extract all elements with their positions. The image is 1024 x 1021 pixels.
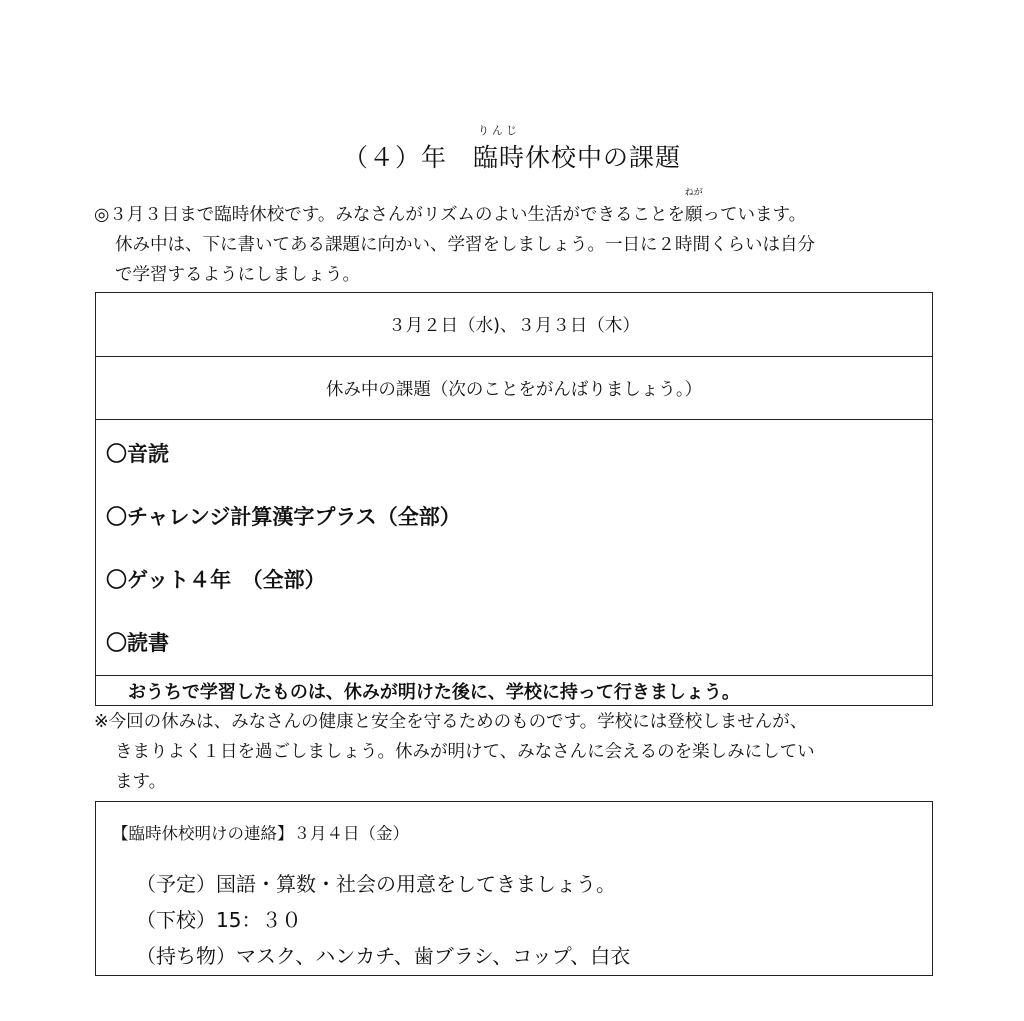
task-item: 〇音読 <box>106 442 169 466</box>
contact-item: （下校）15：３０ <box>136 908 302 932</box>
schedule-dates: ３月２日（水)、３月３日（木） <box>388 316 640 336</box>
task-list <box>96 420 932 676</box>
title-area <box>0 124 1024 174</box>
intro-line-1 <box>94 188 964 230</box>
note-line-3: ます。 <box>115 772 167 792</box>
schedule-heading: 休み中の課題（次のことをがんばりましょう。） <box>325 379 703 400</box>
title-prefix: （４）年 <box>342 143 473 172</box>
intro-line-1-after: っています。 <box>702 205 807 225</box>
intro-ruby-base: 願 <box>685 205 703 225</box>
contact-item: （予定）国語・算数・社会の用意をしてきましょう。 <box>136 872 616 896</box>
title-ruby-reading: りんじ <box>477 124 520 137</box>
bring-note: おうちで学習したものは、休みが明けた後に、学校に持って行きましょう。 <box>128 682 740 703</box>
bring-note-row <box>96 676 932 706</box>
intro-line-3: で学習するようにしましょう。 <box>115 265 360 285</box>
note-line-1: ※今回の休みは、みなさんの健康と安全を守るためのものです。学校には登校しませんが、 <box>94 712 808 732</box>
intro-ruby-reading: ねが <box>684 188 703 198</box>
task-item: 〇ゲット４年 （全部） <box>106 568 326 592</box>
schedule-dates-row <box>96 293 932 357</box>
intro-paragraph <box>94 188 964 290</box>
contact-box <box>95 801 933 976</box>
contact-title: 【臨時休校明けの連絡】３月４日（金） <box>112 824 409 843</box>
intro-line-2: 休み中は、下に書いてある課題に向かい、学習をしましょう。一日に２時間くらいは自分 <box>115 235 815 255</box>
schedule-table <box>95 292 933 706</box>
page-title <box>342 124 682 174</box>
intro-ruby-word <box>684 188 703 230</box>
contact-item: （持ち物）マスク、ハンカチ、歯ブラシ、コップ、白衣 <box>136 944 631 968</box>
title-ruby-base: 臨時 <box>472 143 525 172</box>
task-item: 〇読書 <box>106 631 169 655</box>
task-item: 〇チャレンジ計算漢字プラス（全部） <box>106 505 461 529</box>
note-paragraph <box>94 707 964 797</box>
intro-line-1-before: ◎３月３日まで臨時休校です。みなさんがリズムのよい生活ができることを <box>94 205 686 225</box>
note-line-2: きまりよく１日を過ごしましょう。休みが明けて、みなさんに会えるのを楽しみにしてい <box>115 742 815 762</box>
title-suffix: 休校中の課題 <box>525 143 682 172</box>
schedule-heading-row <box>96 357 932 420</box>
title-ruby-word <box>472 124 525 174</box>
